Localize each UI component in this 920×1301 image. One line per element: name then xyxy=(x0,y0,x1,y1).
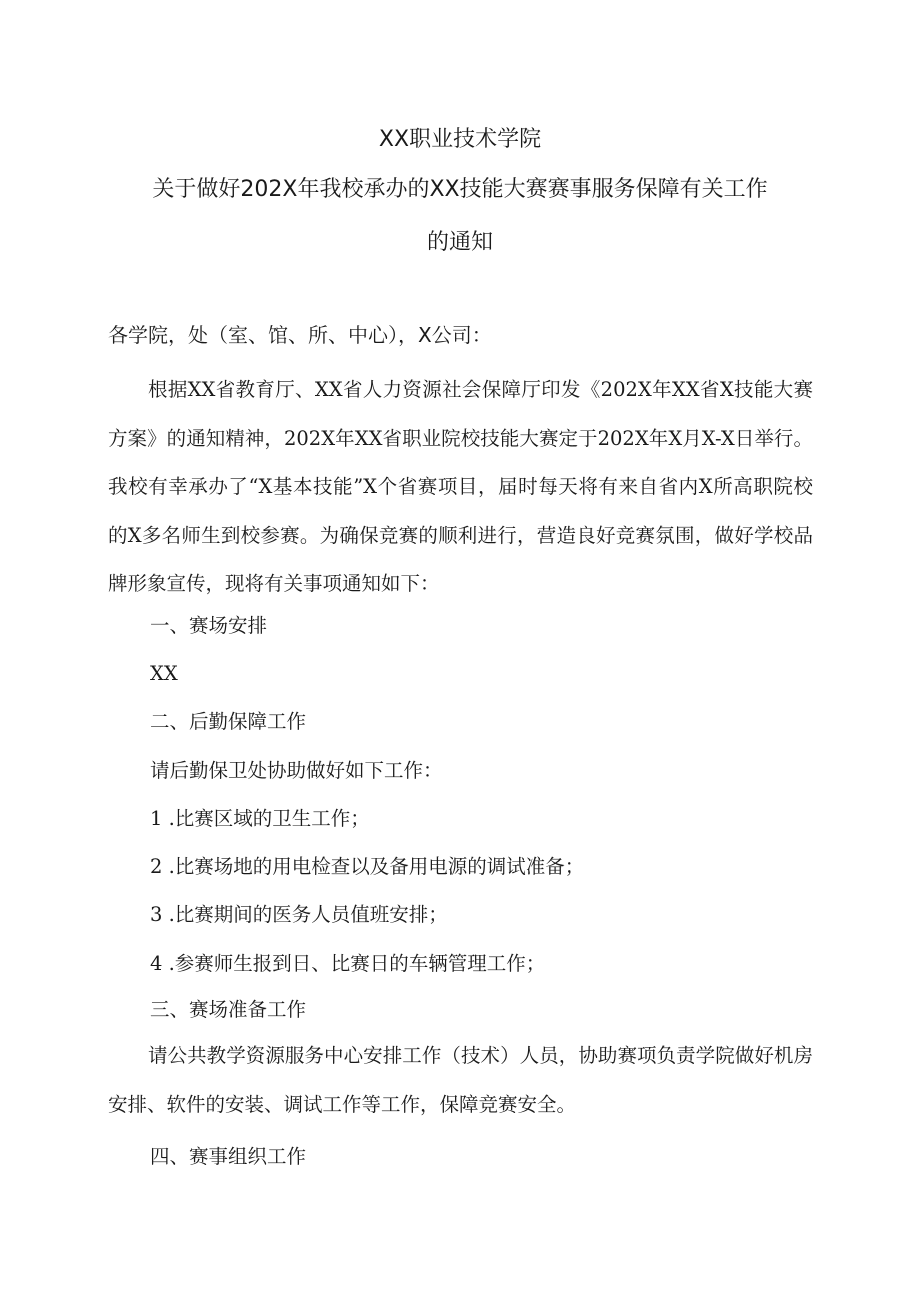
title-subject: 关于做好202X年我校承办的XX技能大赛赛事服务保障有关工作 xyxy=(152,177,768,202)
section2-intro: 请后勤保卫处协助做好如下工作： xyxy=(150,759,443,782)
title-institution: XX职业技术学院 xyxy=(378,127,542,152)
section1-heading: 一、赛场安排 xyxy=(150,614,268,637)
list-item: 4 .参赛师生报到日、比赛日的车辆管理工作； xyxy=(150,952,546,975)
section4-heading: 四、赛事组织工作 xyxy=(150,1145,307,1168)
salutation: 各学院，处（室、馆、所、中心），X公司： xyxy=(108,323,492,347)
title-notice: 的通知 xyxy=(426,230,493,255)
section3-heading: 三、赛场准备工作 xyxy=(150,998,307,1021)
section3-paragraph: 请公共教学资源服务中心安排工作（技术）人员，协助赛项负责学院做好机房安排、软件的安装、调试工作等工作，保障竞赛安全。 xyxy=(108,1044,813,1116)
intro-paragraph: 根据XX省教育厅、XX省人力资源社会保障厅印发《202X年XX省X技能大赛方案》的通知精神，202X年XX省职业院校技能大赛定于202X年X月X-X日举行。我校有幸承办了“X基本技能”X个省赛项目，届时每天将有来自省内X所高职院校的X多名师生到校参赛。为确保竞赛的顺利进行，营造良好竞赛氛围，做好学校品牌形象宣传，现将有关事项通知如下： xyxy=(108,378,813,596)
list-item: 2 .比赛场地的用电检查以及备用电源的调试准备； xyxy=(150,855,585,878)
section1-content: XX xyxy=(150,662,178,685)
list-item: 1 .比赛区域的卫生工作； xyxy=(150,807,370,830)
list-item: 3 .比赛期间的医务人员值班安排； xyxy=(150,903,448,926)
section2-heading: 二、后勤保障工作 xyxy=(150,710,307,733)
